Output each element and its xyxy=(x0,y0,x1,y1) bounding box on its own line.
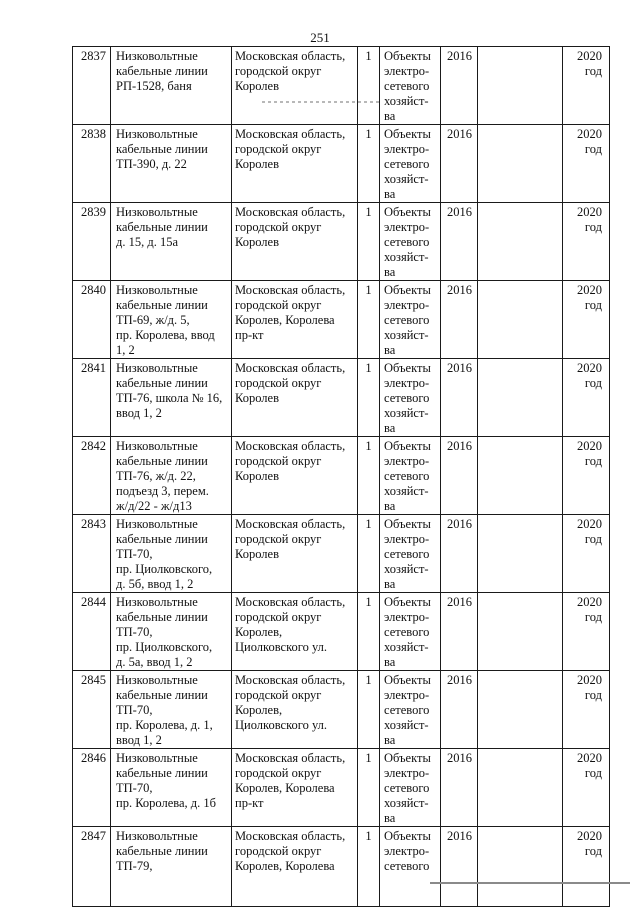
scan-artifact xyxy=(262,101,380,103)
cell-line: ТП-69, ж/д. 5, xyxy=(116,313,190,327)
cell-line: 2020 xyxy=(577,49,602,63)
cell-line: ва xyxy=(384,109,396,123)
quantity-cell: 1 xyxy=(358,359,380,437)
cell-line: хозяйст- xyxy=(384,94,429,108)
deadline-cell xyxy=(563,437,610,515)
cell-line: Московская область, xyxy=(235,829,346,843)
cell-line: кабельные линии xyxy=(116,376,208,390)
cell-line: Королев xyxy=(235,157,279,171)
cell-line: Королев, Королева xyxy=(235,781,335,795)
cell-line: Объекты xyxy=(384,829,431,843)
cell-line: сетевого xyxy=(384,157,430,171)
object-type-cell xyxy=(380,281,441,359)
cell-line: 2020 xyxy=(577,595,602,609)
cell-line: год xyxy=(584,610,602,624)
cell-line: электро- xyxy=(384,64,430,78)
cell-line: Королев, Королева xyxy=(235,313,335,327)
cell-line: кабельные линии xyxy=(116,142,208,156)
cell-line: городской округ xyxy=(235,142,322,156)
cell-line: Объекты xyxy=(384,49,431,63)
cell-line: ва xyxy=(384,343,396,357)
cell-line: городской округ xyxy=(235,298,322,312)
cell-line: электро- xyxy=(384,220,430,234)
cell-line: год xyxy=(584,64,602,78)
cell-line: кабельные линии xyxy=(116,688,208,702)
cell-line: Московская область, xyxy=(235,439,346,453)
cell-line: ввод 1, 2 xyxy=(116,733,162,747)
cell-line: Объекты xyxy=(384,595,431,609)
quantity-cell: 1 xyxy=(358,749,380,827)
cell-line: Королев, xyxy=(235,703,283,717)
row-number-cell: 2841 xyxy=(73,359,111,437)
cell-line: Низковольтные xyxy=(116,829,198,843)
cell-line: сетевого xyxy=(384,391,430,405)
cell-line: Московская область, xyxy=(235,751,346,765)
cell-line: ва xyxy=(384,577,396,591)
object-name-cell xyxy=(111,125,232,203)
cell-line: Королев xyxy=(235,547,279,561)
quantity-cell: 1 xyxy=(358,437,380,515)
cell-line: Низковольтные xyxy=(116,595,198,609)
quantity-cell: 1 xyxy=(358,827,380,907)
cell-line: год xyxy=(584,844,602,858)
cell-line: Низковольтные xyxy=(116,673,198,687)
table-row xyxy=(73,593,610,671)
cell-line: ТП-76, школа № 16, xyxy=(116,391,223,405)
object-name-cell xyxy=(111,593,232,671)
cell-line: год xyxy=(584,688,602,702)
object-type-cell xyxy=(380,359,441,437)
cell-line: Низковольтные xyxy=(116,751,198,765)
deadline-cell xyxy=(563,749,610,827)
location-cell xyxy=(232,827,358,907)
cell-line: Объекты xyxy=(384,205,431,219)
empty-cell xyxy=(478,437,563,515)
cell-line: Королев, xyxy=(235,625,283,639)
location-cell xyxy=(232,671,358,749)
cell-line: Объекты xyxy=(384,673,431,687)
cell-line: городской округ xyxy=(235,532,322,546)
object-name-cell xyxy=(111,515,232,593)
year-cell: 2016 xyxy=(441,827,478,907)
row-number-cell: 2840 xyxy=(73,281,111,359)
cell-line: электро- xyxy=(384,766,430,780)
cell-line: год xyxy=(584,376,602,390)
cell-line: сетевого xyxy=(384,469,430,483)
cell-line: Низковольтные xyxy=(116,361,198,375)
cell-line: Объекты xyxy=(384,127,431,141)
row-number-cell: 2839 xyxy=(73,203,111,281)
year-cell: 2016 xyxy=(441,749,478,827)
cell-line: хозяйст- xyxy=(384,640,429,654)
quantity-cell: 1 xyxy=(358,203,380,281)
cell-line: хозяйст- xyxy=(384,484,429,498)
cell-line: Королев xyxy=(235,235,279,249)
quantity-cell: 1 xyxy=(358,515,380,593)
cell-line: год xyxy=(584,142,602,156)
location-cell xyxy=(232,281,358,359)
cell-line: ТП-76, ж/д. 22, xyxy=(116,469,196,483)
cell-line: сетевого xyxy=(384,79,430,93)
year-cell: 2016 xyxy=(441,437,478,515)
cell-line: Низковольтные xyxy=(116,517,198,531)
cell-line: электро- xyxy=(384,376,430,390)
cell-line: 2020 xyxy=(577,205,602,219)
table-row xyxy=(73,437,610,515)
cell-line: кабельные линии xyxy=(116,610,208,624)
row-number-cell: 2845 xyxy=(73,671,111,749)
cell-line: городской округ xyxy=(235,376,322,390)
deadline-cell xyxy=(563,671,610,749)
cell-line: городской округ xyxy=(235,766,322,780)
location-cell xyxy=(232,593,358,671)
object-name-cell xyxy=(111,203,232,281)
deadline-cell xyxy=(563,281,610,359)
quantity-cell: 1 xyxy=(358,125,380,203)
cell-line: РП-1528, баня xyxy=(116,79,192,93)
cell-line: Объекты xyxy=(384,751,431,765)
cell-line: Московская область, xyxy=(235,595,346,609)
cell-line: год xyxy=(584,298,602,312)
year-cell: 2016 xyxy=(441,125,478,203)
row-number-cell: 2843 xyxy=(73,515,111,593)
cell-line: д. 5а, ввод 1, 2 xyxy=(116,655,193,669)
object-type-cell xyxy=(380,593,441,671)
cell-line: ва xyxy=(384,811,396,825)
cell-line: Объекты xyxy=(384,283,431,297)
cell-line: Объекты xyxy=(384,439,431,453)
cell-line: Объекты xyxy=(384,517,431,531)
table-body xyxy=(73,47,610,907)
cell-line: электро- xyxy=(384,454,430,468)
year-cell: 2016 xyxy=(441,359,478,437)
cell-line: год xyxy=(584,454,602,468)
year-cell: 2016 xyxy=(441,671,478,749)
cell-line: сетевого xyxy=(384,625,430,639)
table-row xyxy=(73,359,610,437)
cell-line: Королев xyxy=(235,391,279,405)
cell-line: 2020 xyxy=(577,127,602,141)
row-number-cell: 2847 xyxy=(73,827,111,907)
deadline-cell xyxy=(563,203,610,281)
year-cell: 2016 xyxy=(441,593,478,671)
cell-line: пр-кт xyxy=(235,796,264,810)
cell-line: ва xyxy=(384,655,396,669)
cell-line: 2020 xyxy=(577,829,602,843)
cell-line: хозяйст- xyxy=(384,718,429,732)
object-name-cell xyxy=(111,359,232,437)
object-type-cell xyxy=(380,671,441,749)
object-type-cell xyxy=(380,125,441,203)
object-name-cell xyxy=(111,437,232,515)
cell-line: электро- xyxy=(384,298,430,312)
location-cell xyxy=(232,749,358,827)
cell-line: сетевого xyxy=(384,781,430,795)
empty-cell xyxy=(478,827,563,907)
cell-line: 2020 xyxy=(577,673,602,687)
empty-cell xyxy=(478,749,563,827)
table-row xyxy=(73,281,610,359)
cell-line: Циолковского ул. xyxy=(235,718,328,732)
empty-cell xyxy=(478,47,563,125)
cell-line: Московская область, xyxy=(235,517,346,531)
cell-line: 2020 xyxy=(577,517,602,531)
cell-line: Королев xyxy=(235,79,279,93)
cell-line: Московская область, xyxy=(235,361,346,375)
cell-line: пр-кт xyxy=(235,328,264,342)
cell-line: кабельные линии xyxy=(116,298,208,312)
cell-line: городской округ xyxy=(235,610,322,624)
table-row xyxy=(73,827,610,907)
quantity-cell: 1 xyxy=(358,671,380,749)
row-number-cell: 2842 xyxy=(73,437,111,515)
row-number-cell: 2846 xyxy=(73,749,111,827)
cell-line: городской округ xyxy=(235,64,322,78)
page-edge-artifact xyxy=(430,882,630,884)
deadline-cell xyxy=(563,125,610,203)
cell-line: пр. Циолковского, xyxy=(116,562,213,576)
row-number-cell: 2844 xyxy=(73,593,111,671)
empty-cell xyxy=(478,359,563,437)
year-cell: 2016 xyxy=(441,515,478,593)
object-type-cell xyxy=(380,827,441,907)
cell-line: д. 15, д. 15а xyxy=(116,235,179,249)
object-name-cell xyxy=(111,671,232,749)
cell-line: Низковольтные xyxy=(116,439,198,453)
empty-cell xyxy=(478,593,563,671)
table-row xyxy=(73,749,610,827)
deadline-cell xyxy=(563,593,610,671)
cell-line: подъезд 3, перем. xyxy=(116,484,209,498)
object-type-cell xyxy=(380,515,441,593)
cell-line: ва xyxy=(384,499,396,513)
location-cell xyxy=(232,203,358,281)
cell-line: сетевого xyxy=(384,235,430,249)
cell-line: городской округ xyxy=(235,688,322,702)
empty-cell xyxy=(478,515,563,593)
cell-line: 2020 xyxy=(577,361,602,375)
cell-line: хозяйст- xyxy=(384,250,429,264)
cell-line: ва xyxy=(384,733,396,747)
location-cell xyxy=(232,359,358,437)
cell-line: электро- xyxy=(384,844,430,858)
table-row xyxy=(73,203,610,281)
cell-line: пр. Циолковского, xyxy=(116,640,213,654)
deadline-cell xyxy=(563,515,610,593)
cell-line: Низковольтные xyxy=(116,283,198,297)
cell-line: год xyxy=(584,220,602,234)
cell-line: ж/д/22 - ж/д13 xyxy=(116,499,192,513)
cell-line: хозяйст- xyxy=(384,406,429,420)
cell-line: Объекты xyxy=(384,361,431,375)
cell-line: ТП-70, xyxy=(116,625,153,639)
empty-cell xyxy=(478,203,563,281)
cell-line: сетевого xyxy=(384,703,430,717)
quantity-cell: 1 xyxy=(358,47,380,125)
location-cell xyxy=(232,437,358,515)
year-cell: 2016 xyxy=(441,203,478,281)
cell-line: ТП-70, xyxy=(116,703,153,717)
cell-line: 1, 2 xyxy=(116,343,135,357)
cell-line: Низковольтные xyxy=(116,205,198,219)
cell-line: городской округ xyxy=(235,220,322,234)
cell-line: пр. Королева, ввод xyxy=(116,328,215,342)
object-name-cell xyxy=(111,749,232,827)
cell-line: 2020 xyxy=(577,439,602,453)
cell-line: кабельные линии xyxy=(116,766,208,780)
page-number: 251 xyxy=(310,30,330,45)
cell-line: Московская область, xyxy=(235,127,346,141)
cell-line: кабельные линии xyxy=(116,532,208,546)
cell-line: кабельные линии xyxy=(116,844,208,858)
cell-line: Королев xyxy=(235,469,279,483)
year-cell: 2016 xyxy=(441,281,478,359)
location-cell xyxy=(232,47,358,125)
cell-line: Циолковского ул. xyxy=(235,640,328,654)
cell-line: ва xyxy=(384,187,396,201)
cell-line: электро- xyxy=(384,610,430,624)
table-row xyxy=(73,515,610,593)
cell-line: хозяйст- xyxy=(384,796,429,810)
table-row xyxy=(73,47,610,125)
cell-line: ТП-79, xyxy=(116,859,153,873)
cell-line: ва xyxy=(384,421,396,435)
object-type-cell xyxy=(380,437,441,515)
object-type-cell xyxy=(380,203,441,281)
cell-line: Московская область, xyxy=(235,49,346,63)
cell-line: Низковольтные xyxy=(116,127,198,141)
cell-line: 2020 xyxy=(577,751,602,765)
row-number-cell: 2837 xyxy=(73,47,111,125)
cell-line: д. 5б, ввод 1, 2 xyxy=(116,577,194,591)
cell-line: ТП-70, xyxy=(116,547,153,561)
cell-line: Московская область, xyxy=(235,673,346,687)
cell-line: электро- xyxy=(384,142,430,156)
quantity-cell: 1 xyxy=(358,281,380,359)
cell-line: Королев, Королева xyxy=(235,859,335,873)
object-name-cell xyxy=(111,47,232,125)
empty-cell xyxy=(478,671,563,749)
registry-table xyxy=(72,46,610,907)
cell-line: год xyxy=(584,532,602,546)
cell-line: хозяйст- xyxy=(384,328,429,342)
cell-line: ТП-390, д. 22 xyxy=(116,157,187,171)
cell-line: Низковольтные xyxy=(116,49,198,63)
cell-line: электро- xyxy=(384,532,430,546)
cell-line: городской округ xyxy=(235,844,322,858)
deadline-cell xyxy=(563,47,610,125)
object-name-cell xyxy=(111,827,232,907)
cell-line: Московская область, xyxy=(235,283,346,297)
empty-cell xyxy=(478,125,563,203)
cell-line: 2020 xyxy=(577,283,602,297)
location-cell xyxy=(232,515,358,593)
cell-line: сетевого xyxy=(384,859,430,873)
cell-line: Московская область, xyxy=(235,205,346,219)
deadline-cell xyxy=(563,827,610,907)
object-name-cell xyxy=(111,281,232,359)
quantity-cell: 1 xyxy=(358,593,380,671)
row-number-cell: 2838 xyxy=(73,125,111,203)
cell-line: сетевого xyxy=(384,547,430,561)
cell-line: городской округ xyxy=(235,454,322,468)
cell-line: хозяйст- xyxy=(384,562,429,576)
object-type-cell xyxy=(380,749,441,827)
table-row xyxy=(73,671,610,749)
empty-cell xyxy=(478,281,563,359)
cell-line: ТП-70, xyxy=(116,781,153,795)
deadline-cell xyxy=(563,359,610,437)
cell-line: кабельные линии xyxy=(116,454,208,468)
cell-line: электро- xyxy=(384,688,430,702)
location-cell xyxy=(232,125,358,203)
cell-line: ва xyxy=(384,265,396,279)
cell-line: пр. Королева, д. 1, xyxy=(116,718,213,732)
cell-line: ввод 1, 2 xyxy=(116,406,162,420)
cell-line: кабельные линии xyxy=(116,64,208,78)
year-cell: 2016 xyxy=(441,47,478,125)
cell-line: год xyxy=(584,766,602,780)
cell-line: сетевого xyxy=(384,313,430,327)
cell-line: хозяйст- xyxy=(384,172,429,186)
cell-line: пр. Королева, д. 1б xyxy=(116,796,217,810)
cell-line: кабельные линии xyxy=(116,220,208,234)
table-row xyxy=(73,125,610,203)
object-type-cell xyxy=(380,47,441,125)
